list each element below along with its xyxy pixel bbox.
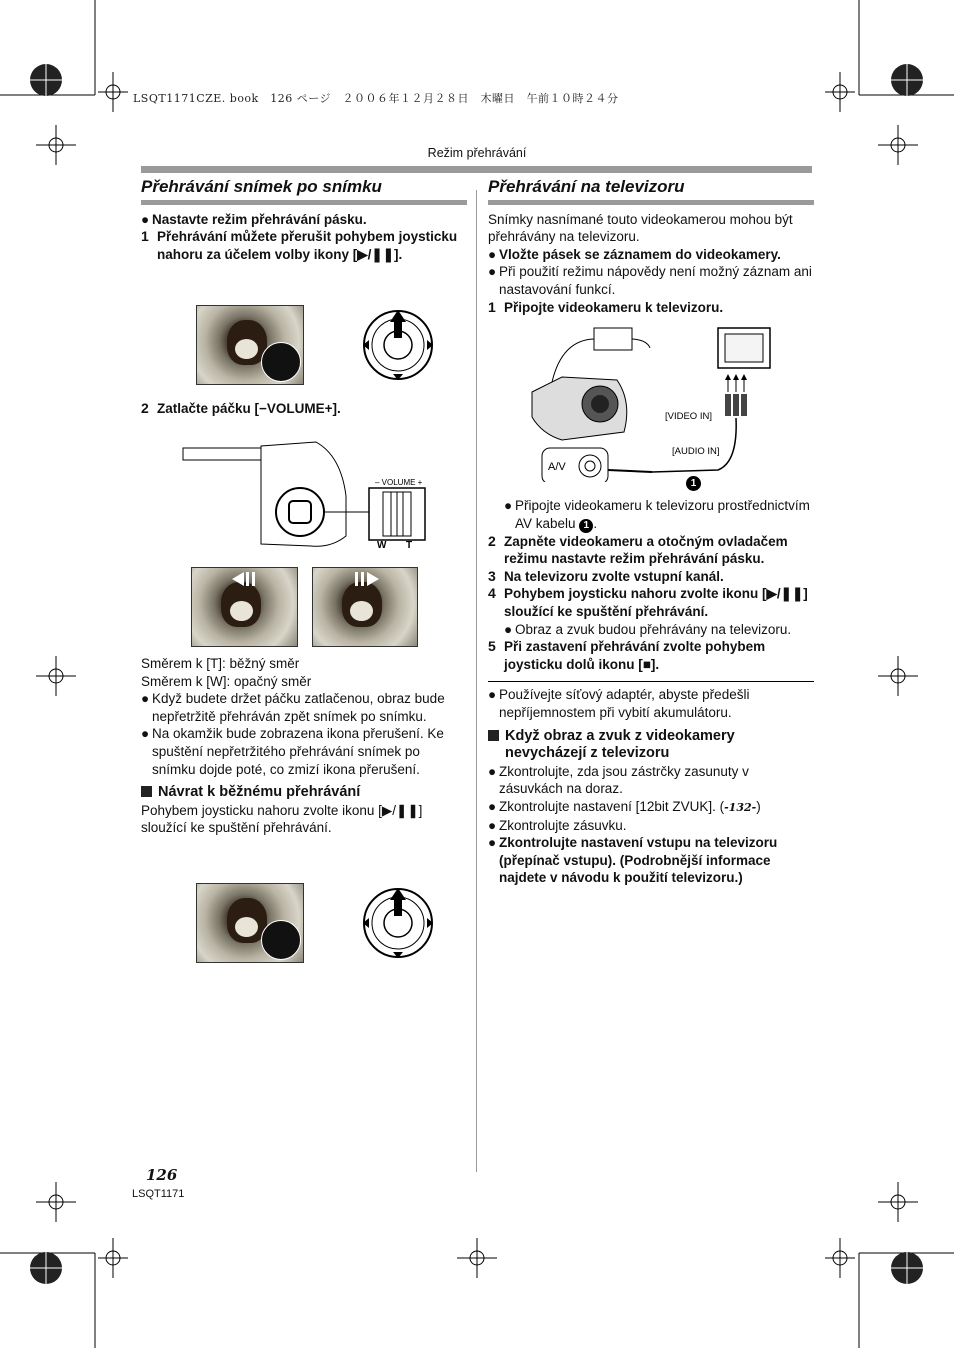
step-1: Přehrávání můžete přerušit pohybem joysticku nahoru za účelem volby ikony [▶/❚❚]. <box>157 229 458 262</box>
av-label: A/V <box>548 461 566 473</box>
running-header: Režim přehrávání <box>427 146 527 160</box>
square-bullet-icon-2 <box>488 730 499 741</box>
w-label: W <box>377 540 387 551</box>
cable-callout-icon: 1 <box>686 476 701 491</box>
tv-step-2: Zapněte videokameru a otočným ovladačem režimu nastavte režim přehrávání pásku. <box>504 533 788 567</box>
volume-label: – VOLUME + <box>375 478 423 487</box>
normal-playback-photo <box>196 883 304 963</box>
file-info-line: LSQT1171CZE. book 126 ページ ２００６年１２月２８日 木曜日 午前１０時２４分 <box>133 92 619 105</box>
playback-photo <box>196 305 304 385</box>
right-column: Přehrávání na televizoru Snímky nasnímané touto videokamerou mohou být přehrávány na televizoru. ● Vložte pásek se záznamem do videokamery. ● Při použití režimu nápovědy není možný záznam ani nastavování funkcí. 1 Připojte videokameru k televizoru. <box>488 178 814 316</box>
connect-note: Připojte videokameru k televizoru prostřednictvím AV kabelu <box>515 498 810 531</box>
tv-connection-illustration <box>522 322 782 482</box>
reverse-frame-icon <box>232 572 258 586</box>
note-rule <box>488 681 814 682</box>
joystick-up-icon-2 <box>361 886 435 960</box>
left-column: Přehrávání snímek po snímku ● Nastavte režim přehrávání pásku. 1 Přehrávání můžete přerušit pohybem joysticku nahoru za účelem volby ikony [▶/❚❚]. <box>141 178 467 263</box>
adapter-note: Používejte síťový adaptér, abyste předešli nepříjemnostem při vybití akumulátoru. <box>499 687 750 720</box>
tv-step-4-note: Obraz a zvuk budou přehrávány na televizoru. <box>515 621 792 637</box>
video-in-label: [VIDEO IN] <box>665 411 712 422</box>
forward-frame-photo <box>312 567 418 647</box>
note-hold-lever: Když budete držet páčku zatlačenou, obraz bude nepřetržitě přehráván zpět snímek po snímku. <box>152 691 445 724</box>
camera-volume-lever-illustration <box>181 436 431 556</box>
t-label: T <box>406 540 413 551</box>
page-number: 126 <box>146 1166 178 1184</box>
section-rule <box>141 200 467 205</box>
check-audio-setting: Zkontrolujte nastavení [12bit ZVUK]. ( <box>499 798 725 814</box>
troubleshoot-title: Když obraz a zvuk z videokamery nevycházejí z televizoru <box>505 727 735 762</box>
check-tv-input: Zkontrolujte nastavení vstupu na televizoru (přepínač vstupu). (Podrobnější informace najdete v návodu k použití televizoru.) <box>499 835 778 886</box>
prep-note: Nastavte režim přehrávání pásku. <box>152 211 367 227</box>
section-rule-tv <box>488 200 814 205</box>
square-bullet-icon <box>141 786 152 797</box>
tv-step-3: Na televizoru zvolte vstupní kanál. <box>504 568 724 584</box>
tv-step-1: Připojte videokameru k televizoru. <box>504 299 724 315</box>
tv-step-4: Pohybem joysticku nahoru zvolte ikonu [▶/❚❚] sloužící ke spuštění přehrávání. <box>504 586 808 619</box>
page-ref: -132- <box>724 800 757 814</box>
section-title-tv: Přehrávání na televizoru <box>488 177 685 196</box>
cable-number-icon: 1 <box>579 519 593 533</box>
joystick-up-icon <box>361 308 435 382</box>
note-pause-icon: Na okamžik bude zobrazena ikona přerušení. Ke spuštění nepřetržitého přehrávání snímek po snímku dojde poté, co zmizí ikona přerušení. <box>152 726 444 777</box>
subsection-text: Pohybem joysticku nahoru zvolte ikonu [▶/❚❚] sloužící ke spuštění přehrávání. <box>141 802 423 836</box>
check-socket: Zkontrolujte zásuvku. <box>499 817 627 833</box>
bullet-insert-tape: Vložte pásek se záznamem do videokamery. <box>499 246 781 262</box>
step-2: Zatlačte páčku [−VOLUME+]. <box>157 401 341 416</box>
subsection-title: Návrat k běžnému přehrávání <box>158 784 361 801</box>
reverse-frame-photo <box>191 567 298 647</box>
forward-frame-icon <box>355 572 381 586</box>
direction-w: Směrem k [W]: opačný směr <box>141 673 312 689</box>
header-rule <box>141 166 812 173</box>
document-code: LSQT1171 <box>132 1188 185 1200</box>
column-divider <box>476 190 477 1172</box>
direction-t: Směrem k [T]: běžný směr <box>141 656 300 671</box>
bullet-help-mode: Při použití režimu nápovědy není možný záznam ani nastavování funkcí. <box>499 264 812 297</box>
section-title: Přehrávání snímek po snímku <box>141 177 382 196</box>
check-plugs: Zkontrolujte, zda jsou zástrčky zasunuty v zásuvkách na doraz. <box>499 763 749 797</box>
tv-step-5: Při zastavení přehrávání zvolte pohybem joysticku dolů ikonu [■]. <box>504 639 766 672</box>
intro-text: Snímky nasnímané touto videokamerou mohou být přehrávány na televizoru. <box>488 211 793 245</box>
audio-in-label: [AUDIO IN] <box>672 446 720 457</box>
